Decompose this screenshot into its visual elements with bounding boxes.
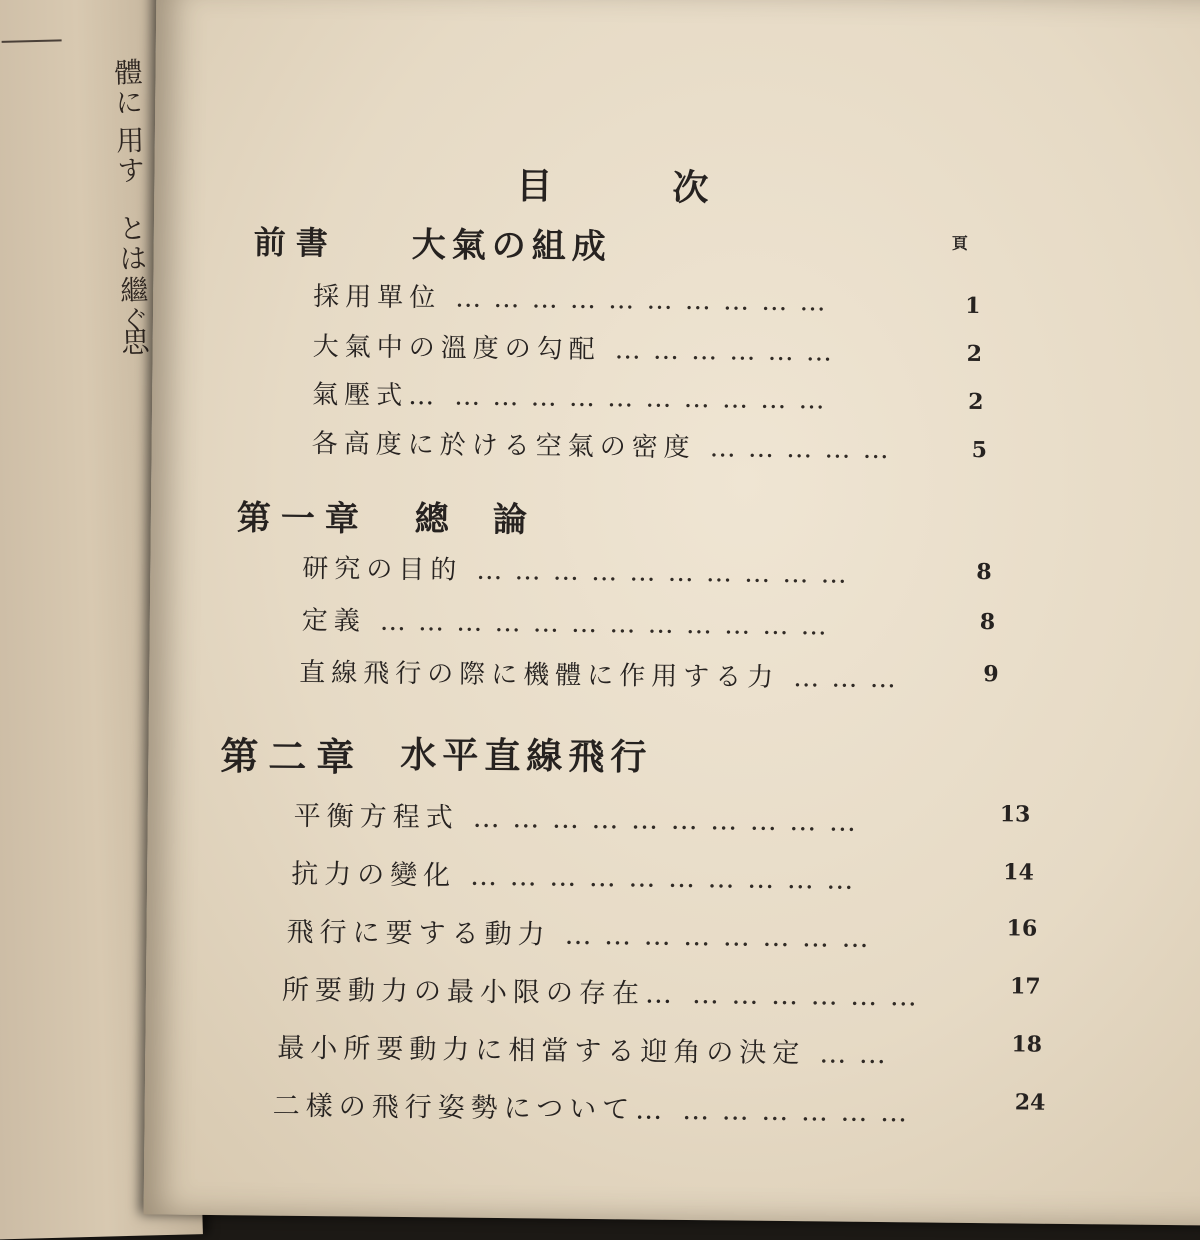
chapter-title: 總論 xyxy=(414,499,572,541)
dot-leader: … … … … … … … … … … xyxy=(472,802,859,838)
left-page-text: とは xyxy=(114,213,149,275)
entry-text: 氣壓式… xyxy=(312,380,441,412)
page-number: 8 xyxy=(976,558,992,586)
dot-leader: … … … … … xyxy=(709,433,891,466)
toc-entry xyxy=(294,794,859,839)
page-number: 16 xyxy=(1006,915,1038,942)
dot-leader: … … … … … … … … … … xyxy=(476,555,849,590)
entry-text: 直線飛行の際に機體に作用する力 xyxy=(299,657,780,693)
toc-entry xyxy=(313,326,835,368)
page-number: 24 xyxy=(1014,1089,1046,1116)
dot-leader: … … … … … … … … … … xyxy=(454,381,827,416)
dot-leader: … … … … … … xyxy=(614,335,835,368)
left-page-rule xyxy=(2,39,62,43)
entry-text: 定義 xyxy=(301,605,366,637)
entry-text: 平衡方程式 xyxy=(293,800,459,834)
chapter-label: 第一章 xyxy=(236,498,370,540)
dot-leader: … … xyxy=(819,1038,889,1071)
toc-title: 目次 xyxy=(516,165,829,211)
page-number: 17 xyxy=(1009,973,1041,1000)
entry-text: 二樣の飛行姿勢について… xyxy=(272,1090,669,1126)
toc-entry xyxy=(282,968,919,1014)
left-page-text: 繼ぐ xyxy=(115,275,151,337)
dot-leader: … … … … … … … … … … xyxy=(455,283,828,318)
chapter-title: 水平直線飛行 xyxy=(400,733,653,779)
toc-page xyxy=(144,0,1200,1226)
page-number: 2 xyxy=(966,340,983,368)
toc-entry xyxy=(311,423,890,466)
page-number: 14 xyxy=(1003,859,1034,886)
dot-leader: … … … … … … … … … … … … xyxy=(379,606,829,642)
entry-text: 飛行に要する動力 xyxy=(286,916,551,951)
page-number: 13 xyxy=(999,801,1031,828)
entry-text: 最小所要動力に相當する迎角の決定 xyxy=(277,1032,806,1070)
left-page-text: 體に xyxy=(110,57,145,119)
left-page-text: 思 xyxy=(117,327,151,358)
section-label: 前書 xyxy=(253,223,338,263)
left-page-text: 用す xyxy=(111,125,147,187)
dot-leader: … … … … … … xyxy=(682,1094,910,1129)
dot-leader: … … … xyxy=(793,663,898,695)
toc-entry xyxy=(273,1084,910,1130)
entry-text: 採用單位 xyxy=(313,282,442,314)
section-title: 大氣の組成 xyxy=(411,225,612,268)
dot-leader: … … … … … … xyxy=(691,979,919,1013)
toc-entry xyxy=(302,548,849,591)
entry-text: 大氣中の溫度の勾配 xyxy=(312,332,601,366)
entry-text: 研究の目的 xyxy=(302,553,463,586)
dot-leader: … … … … … … … … … … xyxy=(469,860,856,896)
entry-text: 各高度に於ける空氣の密度 xyxy=(311,429,696,464)
page-number: 8 xyxy=(979,609,996,636)
toc-entry xyxy=(299,652,898,695)
page-number: 9 xyxy=(983,661,999,688)
page-number: 5 xyxy=(971,436,988,464)
entry-text: 所要動力の最小限の存在… xyxy=(281,974,679,1010)
toc-entry xyxy=(302,600,829,643)
toc-entry xyxy=(286,910,870,955)
page-number: 18 xyxy=(1011,1031,1043,1058)
toc-entry xyxy=(277,1026,888,1071)
entry-text: 抗力の變化 xyxy=(290,858,457,892)
page-number: 1 xyxy=(965,292,981,320)
toc-entry xyxy=(312,374,827,416)
page-column-marker: 頁 xyxy=(951,233,968,253)
dot-leader: … … … … … … … … xyxy=(564,919,871,954)
toc-entry xyxy=(291,852,856,897)
page-number: 2 xyxy=(968,388,984,416)
chapter-label: 第二章 xyxy=(220,733,365,780)
toc-entry xyxy=(313,276,828,318)
